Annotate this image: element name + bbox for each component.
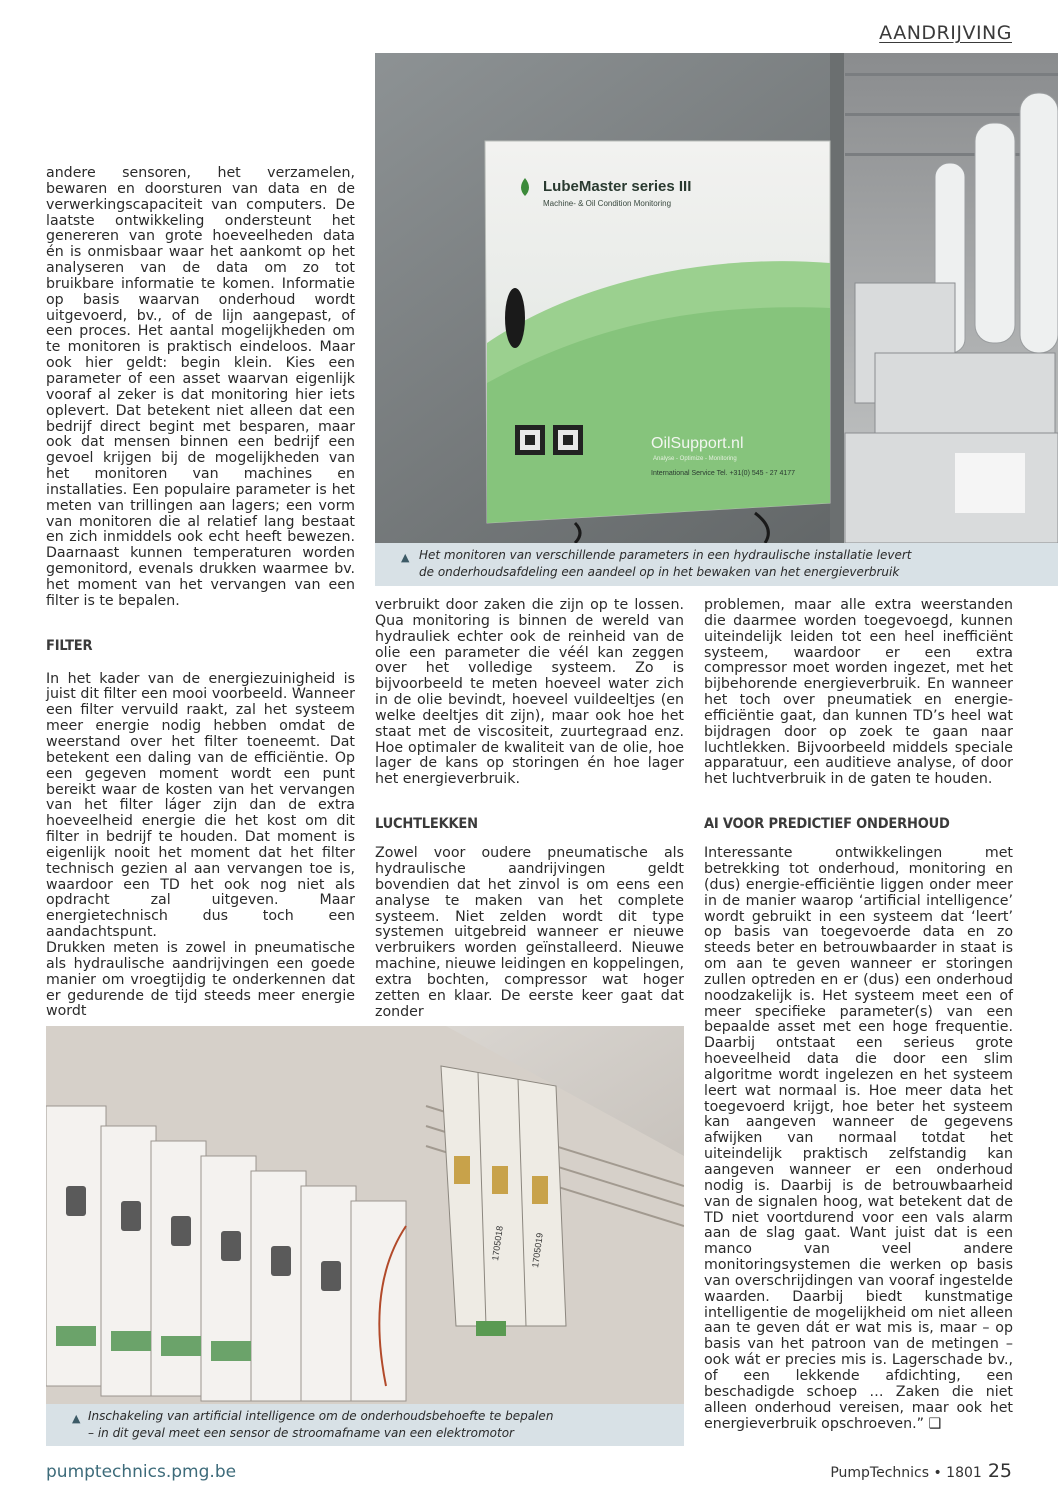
module-label-2: 1705019 bbox=[530, 1232, 545, 1269]
col2-paragraph-1: verbruikt door zaken die zijn op te lossen. Qua monitoring is binnen de wereld van hydrauliek echter ook de reinheid van de olie een parameter die véél kan zeggen over het volledige systeem. Zo is bijvoorbeeld te meten hoeveel water zich in de olie bevindt, hoeveel vuildeeltjes (en welke deeltjes dit zijn), maar ook hoe het staat met de viscositeit, zuurtegraad enz. Hoe optimaler de kwaliteit van de olie, hoe lager de kans op storingen én hoe lager het energieverbruik. bbox=[375, 597, 684, 788]
heading-luchtlekken: LUCHTLEKKEN bbox=[375, 816, 478, 833]
heading-ai-predictief-onderhoud: AI VOOR PREDICTIEF ONDERHOUD bbox=[704, 816, 950, 833]
heading-filter: FILTER bbox=[46, 637, 93, 654]
sensor-modules-photo bbox=[46, 1026, 684, 1404]
caption-triangle-icon: ▲ bbox=[401, 551, 410, 564]
col1-paragraph-1: andere sensoren, het verzamelen, bewaren en doorsturen van data en de verwerkingscapaciteit van computers. De laatste ontwikkeling ondersteunt het genereren van grote hoeveelheden data én is onmisbaar waar het aankomt op het analyseren van de data om zo tot bruikbare informatie te komen. Informatie op basis waarvan onderhoud wordt uitgevoerd, bv., of de lijn aangepast, of een proces. Het aantal mogelijkheden om te monitoren is praktisch eindeloos. Maar ook hier geldt: begin klein. Kies een parameter of een asset waarvan eigenlijk vooraf al zeker is dat monitoring hier iets oplevert. Dat betekent niet alleen dat een bedrijf direct begint met besparen, maar ook dat mensen binnen een bedrijf een gevoel krijgen bij de mogelijkheden van het monitoren van machines en installaties. Een populaire parameter is het meten van trillingen aan lagers; een vorm van monitoren die al relatief lang bestaat en zich inmiddels ook echt heeft bewezen. Daarnaast kunnen temperaturen worden gemonitord, evenals drukken waarmee bv. het moment van het vervangen van een filter is te bepalen. bbox=[46, 165, 355, 609]
top-photo bbox=[375, 53, 1058, 543]
oilsupport-sub-label: Analyse - Optimize - Monitoring bbox=[653, 456, 737, 462]
col3-paragraph-2 bbox=[704, 846, 1013, 1432]
column-3 bbox=[704, 598, 1013, 1432]
service-phone-label: International Service Tel. +31(0) 545 - 27 4177 bbox=[651, 470, 796, 477]
column-1 bbox=[46, 166, 355, 1020]
box-brand-label: LubeMaster series III bbox=[543, 178, 692, 195]
top-caption-line-1: Het monitoren van verschillende parameters in een hydraulische installatie levert bbox=[419, 548, 912, 562]
col1-paragraph-3: Drukken meten is zowel in pneumatische als hydraulische aandrijvingen een goede manier om vroegtijdig te onderkennen dat er gedurende de tijd steeds meer energie wordt bbox=[46, 939, 355, 1020]
col2-paragraph-2: Zowel voor oudere pneumatische als hydraulische aandrijvingen geldt bovendien dat het zinvol is om eens een analyse te maken van het complete systeem. Niet zelden wordt dit type systemen uitgebreid wanneer er nieuwe verbruikers worden geïnstalleerd. Nieuwe machine, nieuwe leidingen en koppelingen, extra bochten, compressor wat hoger zetten en klaar. De eerste keer gaat dat zonder bbox=[375, 845, 684, 1020]
footer-url[interactable]: pumptechnics.pmg.be bbox=[46, 1462, 237, 1482]
top-caption-line-2: de onderhoudsafdeling een aandeel op in het bewaken van het energieverbruik bbox=[419, 565, 900, 579]
bottom-photo bbox=[46, 1026, 684, 1404]
caption-triangle-icon: ▲ bbox=[72, 1412, 81, 1425]
module-label-1: 1705018 bbox=[490, 1225, 505, 1262]
footer-magazine bbox=[830, 1460, 1012, 1482]
bottom-photo-caption bbox=[46, 1404, 684, 1446]
monitoring-box-photo bbox=[375, 53, 1058, 543]
bottom-caption-line-1: Inschakeling van artificial intelligence om de onderhoudsbehoefte te bepalen bbox=[88, 1409, 554, 1423]
magazine-issue: PumpTechnics • 1801 bbox=[830, 1465, 982, 1481]
box-subtitle-label: Machine- & Oil Condition Monitoring bbox=[543, 199, 672, 208]
bottom-caption-line-2: – in dit geval meet een sensor de stroomafname van een elektromotor bbox=[88, 1426, 514, 1440]
col1-paragraph-2: In het kader van de energiezuinigheid is juist dit filter een mooi voorbeeld. Wanneer een filter vervuild raakt, zal het systeem meer energie nodig hebben omdat de weerstand over het filter toeneemt. Dat betekent een daling van de efficiëntie. Op een gegeven moment wordt een punt bereikt waar de kosten van het vervangen van het filter láger zijn dan de extra hoeveelheid energie die het kost om dit filter in bedrijf te houden. Dat moment is eigenlijk nooit het moment dat het filter technisch gezien al aan vervangen toe is, waardoor een TD het ook nog niet als opdracht zal uitgeven. Maar energietechnisch dus toch een aandachtspunt. bbox=[46, 670, 355, 941]
oilsupport-logo-label: OilSupport.nl bbox=[651, 435, 744, 452]
section-tag: AANDRIJVING bbox=[879, 22, 1012, 44]
col3-paragraph-2-text: Interessante ontwikkelingen met betrekking tot onderhoud, monitoring en (dus) energie-efficiëntie liggen onder meer in de manier waarop ‘artificial intelligence’ wordt gebruikt in een systeem dat ‘leert’ op basis van toegevoerde data en zo steeds beter en betrouwbaarder in staat is om aan te geven wanneer er storingen zullen optreden en er (dus) een onderhoud noodzakelijk is. Het systeem meet een of meer specifieke parameter(s) van een bepaalde asset met een hoge frequentie. Daarbij ontstaat een serieus grote hoeveelheid data die door een slim algoritme wordt ingelezen en het systeem leert wat normaal is. Hoe meer data het toegevoerd krijgt, hoe beter het systeem kan aangeven wanneer de gegevens afwijken van normaal totdat het uiteindelijk praktisch zelfstandig kan aangeven wanneer er een onderhoud nodig is. Daarbij is de betrouwbaarheid van de signalen hoog, wat betekent dat de TD niet voortdurend voor een vals alarm aan de slag gaat. Want juist dat is een manco van veel andere monitoringsystemen die werken op basis van overschrijdingen van vooraf ingestelde waarden. Daarbij biedt kunstmatige intelligentie de mogelijkheid om niet alleen aan te geven dát er wat mis is, maar – op basis van het patroon van de metingen – ook wát er precies mis is. Lagerschade bv., of een lekkende afdichting, een beschadigde schoep … Zaken die niet alleen onderhoud vereisen, maar ook het energieverbruik opschroeven.” bbox=[704, 845, 1013, 1432]
col3-paragraph-1: problemen, maar alle extra weerstanden die daarmee worden toegevoegd, kunnen uiteindelijk leiden tot een heel inefficiënt systeem, waardoor er een extra compressor moet worden ingezet, met het bijbehorende energieverbruik. En wanneer het toch over pneumatiek en energie-efficiëntie gaat, dan kunnen TD’s heel wat bijdragen door op zoek te gaan naar luchtlekken. Bijvoorbeeld middels speciale apparatuur, een auditieve analyse, of door het luchtverbruik in de gaten te houden. bbox=[704, 597, 1013, 788]
end-mark-icon: ❑ bbox=[928, 1415, 942, 1432]
top-photo-caption bbox=[375, 543, 1058, 586]
page-number: 25 bbox=[987, 1460, 1012, 1482]
column-2 bbox=[375, 598, 684, 1020]
